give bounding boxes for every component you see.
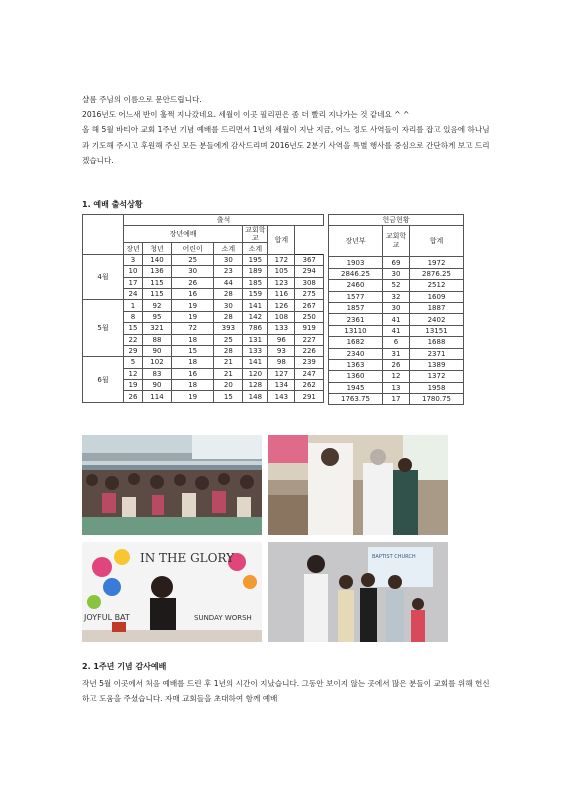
table-row [329, 314, 464, 325]
table-cell: 128 [243, 380, 268, 391]
table-row [329, 291, 464, 302]
table-cell: 116 [268, 288, 295, 299]
date-cell: 1 [124, 300, 143, 311]
table-row [83, 254, 324, 265]
date-cell: 10 [124, 266, 143, 277]
table-cell: 30 [383, 302, 410, 313]
table-cell: 1682 [329, 337, 383, 348]
table-cell: 2512 [410, 280, 464, 291]
header-subtotal: 소계 [243, 243, 268, 254]
table-cell: 20 [214, 380, 243, 391]
table-cell: 1887 [410, 302, 464, 313]
section-title: 2. 1주년 기념 감사예배 [82, 662, 167, 671]
table-cell: 72 [171, 323, 213, 334]
table-cell: 1945 [329, 382, 383, 393]
table-cell: 30 [214, 254, 243, 265]
table-cell: 13 [383, 382, 410, 393]
offering-table [328, 214, 464, 405]
date-cell: 29 [124, 345, 143, 356]
table-cell: 32 [383, 291, 410, 302]
intro-text [82, 92, 492, 168]
table-row [329, 325, 464, 336]
table-cell: 291 [295, 391, 324, 402]
table-cell: 189 [243, 266, 268, 277]
header-children: 어린이 [171, 243, 213, 254]
header-youth-worship: 장년예배 [124, 226, 243, 243]
table-cell: 16 [171, 368, 213, 379]
table-cell: 98 [268, 357, 295, 368]
table-cell: 90 [143, 380, 172, 391]
header-total: 합계 [268, 226, 295, 254]
table-cell: 308 [295, 277, 324, 288]
table-row [83, 357, 324, 368]
table-cell: 19 [171, 311, 213, 322]
table-cell: 1958 [410, 382, 464, 393]
table-cell: 12 [383, 371, 410, 382]
table-cell: 18 [171, 380, 213, 391]
table-cell: 41 [383, 325, 410, 336]
table-cell: 159 [243, 288, 268, 299]
table-cell: 26 [383, 359, 410, 370]
table-cell: 126 [268, 300, 295, 311]
date-cell: 5 [124, 357, 143, 368]
month-label: 6월 [83, 357, 124, 403]
table-cell: 30 [383, 268, 410, 279]
table-cell: 23 [214, 266, 243, 277]
table-row [329, 348, 464, 359]
table-row [329, 257, 464, 268]
header-total: 합계 [410, 226, 464, 257]
table-cell: 2846.25 [329, 268, 383, 279]
table-cell: 141 [243, 357, 268, 368]
header-church-school: 교회학교 [383, 226, 410, 257]
month-label: 4월 [83, 254, 124, 300]
paragraph-text: 작년 5월 이곳에서 처음 예배를 드린 후 1년의 시간이 지났습니다. 그동안 보이지 않는 곳에서 많은 분들이 교회를 위해 헌신하고 도움을 주셨습니다. 자매 교회들을 초대하여 함께 예배 [82, 679, 490, 704]
table-cell: 919 [295, 323, 324, 334]
attendance-table [82, 214, 324, 403]
table-cell: 148 [243, 391, 268, 402]
table-cell: 143 [268, 391, 295, 402]
header-adult: 장년 [124, 243, 143, 254]
table-cell: 28 [214, 345, 243, 356]
table-cell: 19 [171, 300, 213, 311]
intro-paragraph: 2016년도 어느새 반이 훌쩍 지나갔네요. 세월이 이곳 필리핀은 좀 더 빨리 지나가는 것 같네요 ^ ^ [82, 110, 410, 120]
table-cell: 1609 [410, 291, 464, 302]
table-cell: 105 [268, 266, 295, 277]
photo-grid [82, 435, 482, 643]
table-row [329, 394, 464, 405]
table-cell: 28 [214, 311, 243, 322]
section-title: 1. 예배 출석상황 [82, 200, 143, 209]
table-cell: 13151 [410, 325, 464, 336]
table-cell: 92 [143, 300, 172, 311]
table-cell: 95 [143, 311, 172, 322]
date-cell: 22 [124, 334, 143, 345]
table-cell: 226 [295, 345, 324, 356]
date-cell: 26 [124, 391, 143, 402]
table-cell: 15 [171, 345, 213, 356]
header-attendance: 출석 [124, 215, 324, 226]
table-cell: 127 [268, 368, 295, 379]
greeting-line: 샬롬 주님의 이름으로 문안드립니다. [82, 95, 202, 104]
table-cell: 1857 [329, 302, 383, 313]
table-cell: 227 [295, 334, 324, 345]
table-cell: 267 [295, 300, 324, 311]
table-cell: 134 [268, 380, 295, 391]
header-subtotal: 소계 [214, 243, 243, 254]
table-cell: 25 [214, 334, 243, 345]
table-cell: 115 [143, 288, 172, 299]
table-cell: 275 [295, 288, 324, 299]
table-cell: 120 [243, 368, 268, 379]
banner-text: JOYFUL BAT [84, 613, 130, 622]
table-cell: 115 [143, 277, 172, 288]
table-cell: 133 [268, 323, 295, 334]
date-cell: 17 [124, 277, 143, 288]
date-cell: 3 [124, 254, 143, 265]
photo-pastor-blessing [268, 435, 448, 535]
table-cell: 18 [171, 357, 213, 368]
month-label: 5월 [83, 300, 124, 357]
table-row [329, 371, 464, 382]
banner-text: BAPTIST CHURCH [372, 554, 416, 560]
table-cell: 1372 [410, 371, 464, 382]
table-cell: 142 [243, 311, 268, 322]
date-cell: 19 [124, 380, 143, 391]
photo-congregation [82, 435, 262, 535]
table-cell: 239 [295, 357, 324, 368]
table-cell: 2876.25 [410, 268, 464, 279]
table-row [329, 280, 464, 291]
table-cell: 2460 [329, 280, 383, 291]
table-cell: 1360 [329, 371, 383, 382]
table-cell: 96 [268, 334, 295, 345]
photo-worship-leader [82, 542, 262, 642]
table-cell: 393 [214, 323, 243, 334]
photo-family [268, 542, 448, 642]
table-cell: 367 [295, 254, 324, 265]
table-cell: 93 [268, 345, 295, 356]
header-young: 청년 [143, 243, 172, 254]
table-cell: 1972 [410, 257, 464, 268]
table-cell: 1903 [329, 257, 383, 268]
banner-text: IN THE GLORY [140, 551, 235, 565]
table-cell: 88 [143, 334, 172, 345]
table-cell: 41 [383, 314, 410, 325]
table-cell: 2371 [410, 348, 464, 359]
table-cell: 1688 [410, 337, 464, 348]
table-cell: 185 [243, 277, 268, 288]
table-cell: 13110 [329, 325, 383, 336]
table-cell: 172 [268, 254, 295, 265]
table-cell: 44 [214, 277, 243, 288]
table-row [83, 300, 324, 311]
table-cell: 90 [143, 345, 172, 356]
date-cell: 8 [124, 311, 143, 322]
intro-paragraph: 올 해 5월 바티아 교회 1주년 기념 예배를 드리면서 1년의 세월이 지난 지금, 어느 정도 사역들이 자리를 잡고 있음에 하나님과 기도해 주시고 후원해 주신 모든 분들에게 감사드리며 2016년도 2분기 사역을 특별 행사를 중심으로 간단하게 보고 드리겠습니다. [82, 125, 490, 165]
table-cell: 30 [214, 300, 243, 311]
header-church-school: 교회학교 [243, 226, 268, 243]
table-row [329, 302, 464, 313]
table-cell: 21 [214, 357, 243, 368]
table-cell: 19 [171, 391, 213, 402]
table-cell: 2361 [329, 314, 383, 325]
table-cell: 25 [171, 254, 213, 265]
table-cell: 30 [171, 266, 213, 277]
table-cell: 262 [295, 380, 324, 391]
table-cell: 294 [295, 266, 324, 277]
table-cell: 31 [383, 348, 410, 359]
table-cell: 247 [295, 368, 324, 379]
table-cell: 17 [383, 394, 410, 405]
header-adult-dept: 장년부 [329, 226, 383, 257]
table-row [329, 359, 464, 370]
table-cell: 250 [295, 311, 324, 322]
banner-text: SUNDAY WORSH [194, 614, 252, 622]
table-cell: 6 [383, 337, 410, 348]
table-cell: 141 [243, 300, 268, 311]
table-row [329, 382, 464, 393]
table-cell: 1577 [329, 291, 383, 302]
table-cell: 131 [243, 334, 268, 345]
table-cell: 69 [383, 257, 410, 268]
corner-cell [83, 215, 124, 255]
table-row [329, 337, 464, 348]
table-cell: 114 [143, 391, 172, 402]
table-cell: 1780.75 [410, 394, 464, 405]
table-cell: 28 [214, 288, 243, 299]
table-cell: 136 [143, 266, 172, 277]
table-cell: 52 [383, 280, 410, 291]
date-cell: 12 [124, 368, 143, 379]
service-paragraph [82, 676, 492, 706]
table-cell: 1363 [329, 359, 383, 370]
table-cell: 133 [243, 345, 268, 356]
table-cell: 18 [171, 334, 213, 345]
table-cell: 321 [143, 323, 172, 334]
table-cell: 26 [171, 277, 213, 288]
table-cell: 1389 [410, 359, 464, 370]
table-cell: 195 [243, 254, 268, 265]
table-cell: 2402 [410, 314, 464, 325]
date-cell: 15 [124, 323, 143, 334]
table-cell: 108 [268, 311, 295, 322]
table-cell: 21 [214, 368, 243, 379]
table-cell: 16 [171, 288, 213, 299]
table-cell: 83 [143, 368, 172, 379]
table-cell: 102 [143, 357, 172, 368]
table-cell: 123 [268, 277, 295, 288]
table-cell: 786 [243, 323, 268, 334]
date-cell: 24 [124, 288, 143, 299]
table-cell: 1763.75 [329, 394, 383, 405]
header-offering: 헌금현황 [329, 215, 464, 226]
table-row [329, 268, 464, 279]
table-cell: 15 [214, 391, 243, 402]
table-cell: 140 [143, 254, 172, 265]
table-cell: 2340 [329, 348, 383, 359]
